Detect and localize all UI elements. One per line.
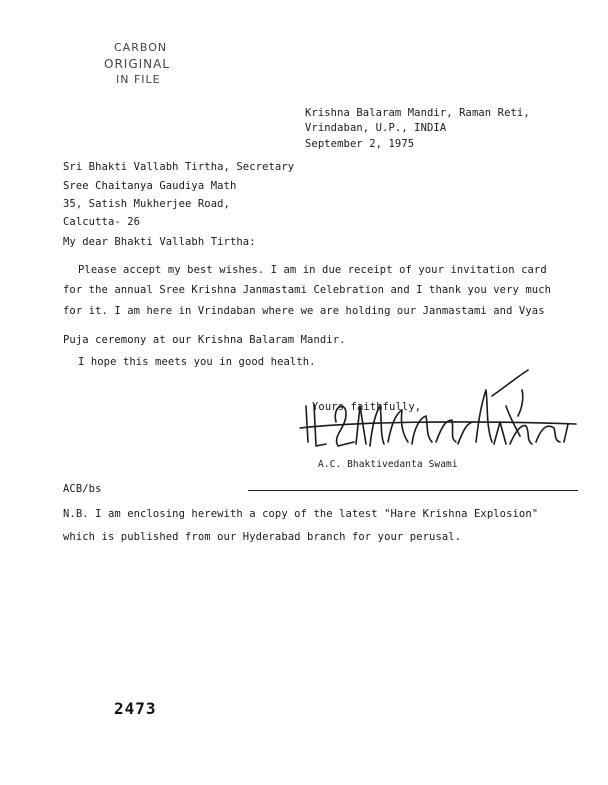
- body-line: Puja ceremony at our Krishna Balaram Mandir.: [63, 334, 346, 346]
- postscript-line: N.B. I am enclosing herewith a copy of the latest "Hare Krishna Explosion": [63, 508, 539, 520]
- stamp-line-3: IN FILE: [116, 73, 161, 86]
- recipient-line-1: Sri Bhakti Vallabh Tirtha, Secretary: [63, 161, 295, 173]
- salutation: My dear Bhakti Vallabh Tirtha:: [63, 236, 256, 248]
- valediction: Yours faithfully,: [312, 401, 422, 413]
- recipient-line-4: Calcutta- 26: [63, 216, 141, 228]
- stamp-line-1: CARBON: [114, 41, 168, 54]
- sender-address-line-2: Vrindaban, U.P., INDIA: [305, 122, 447, 134]
- body-line: I hope this meets you in good health.: [78, 356, 316, 368]
- recipient-line-3: 35, Satish Mukherjee Road,: [63, 198, 230, 210]
- body-line: for it. I am here in Vrindaban where we are holding our Janmastami and Vyas: [63, 305, 545, 317]
- body-line: for the annual Sree Krishna Janmastami Celebration and I thank you very much: [63, 284, 552, 296]
- stamp-line-2: ORIGINAL: [104, 57, 171, 71]
- signature-underline: [248, 490, 578, 491]
- typed-signature-name: A.C. Bhaktivedanta Swami: [318, 459, 458, 470]
- letter-date: September 2, 1975: [305, 138, 415, 150]
- postscript-line: which is published from our Hyderabad branch for your perusal.: [63, 531, 462, 543]
- sender-address-line-1: Krishna Balaram Mandir, Raman Reti,: [305, 107, 530, 119]
- archive-page-number: 2473: [114, 699, 157, 718]
- recipient-line-2: Sree Chaitanya Gaudiya Math: [63, 180, 237, 192]
- reference-initials: ACB/bs: [63, 483, 102, 495]
- body-line: Please accept my best wishes. I am in due receipt of your invitation card: [78, 264, 547, 276]
- carbon-original-stamp: [104, 40, 184, 88]
